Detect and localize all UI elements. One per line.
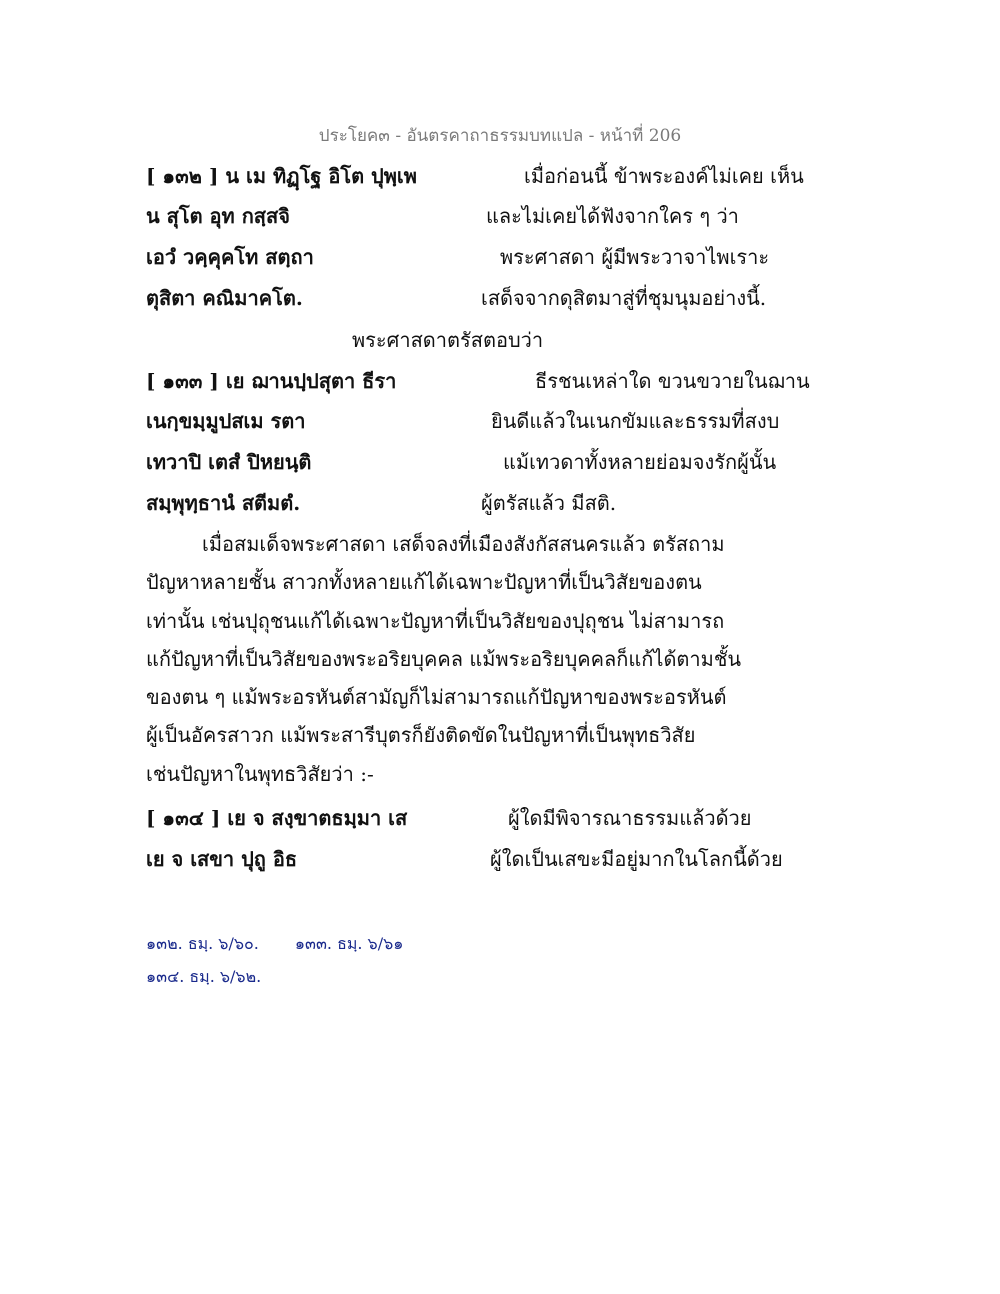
thai-translation: ผู้ใดเป็นเสขะมีอยู่มากในโลกนี้ด้วย	[490, 847, 783, 871]
prose-line: ของตน ๆ แม้พระอรหันต์สามัญก็ไม่สามารถแก้ปัญหาของพระอรหันต์	[146, 685, 727, 710]
footnotes	[146, 927, 403, 993]
pali-text: [ ๑๓๒ ] น เม ทิฏฺโฐ อิโต ปุพฺเพ	[146, 164, 417, 188]
prose-line: เช่นปัญหาในพุทธวิสัยว่า :-	[146, 761, 374, 786]
footnote-134: ๑๓๔. ธมฺ. ๖/๖๒.	[146, 967, 262, 986]
thai-translation: พระศาสดา ผู้มีพระวาจาไพเราะ	[500, 245, 770, 269]
thai-translation: ผู้ตรัสแล้ว มีสติ.	[481, 491, 617, 515]
verse-line	[0, 282, 1000, 322]
pali-text: สมฺพุทฺธานํ สตีมตํ.	[146, 491, 301, 515]
footnote-row	[146, 960, 403, 993]
thai-translation: ผู้ใดมีพิจารณาธรรมแล้วด้วย	[508, 806, 752, 830]
verse-line	[0, 802, 1000, 842]
verse-line	[0, 446, 1000, 486]
prose-line: เมื่อสมเด็จพระศาสดา เสด็จลงที่เมืองสังกัสสนครแล้ว ตรัสถาม	[202, 532, 725, 556]
thai-translation: แม้เทวดาทั้งหลายย่อมจงรักผู้นั้น	[503, 450, 777, 474]
thai-translation: และไม่เคยได้ฟังจากใคร ๆ ว่า	[486, 204, 739, 228]
verse-line	[0, 405, 1000, 445]
pali-text: เย จ เสขา ปุถู อิธ	[146, 847, 298, 871]
prose-paragraph	[146, 525, 866, 793]
prose-line: ปัญหาหลายชั้น สาวกทั้งหลายแก้ได้เฉพาะปัญหาที่เป็นวิสัยของตน	[146, 570, 702, 595]
verse-line	[0, 843, 1000, 883]
pali-text: ตุสิตา คณิมาคโต.	[146, 286, 303, 310]
pali-text: เทวาปิ เตสํ ปิหยนฺติ	[146, 450, 312, 474]
verse-line	[0, 241, 1000, 281]
pali-text: เนกฺขมฺมูปสเม รตา	[146, 409, 306, 433]
footnote-row	[146, 927, 403, 960]
pali-text: [ ๑๓๔ ] เย จ สงฺขาตธมฺมา เส	[146, 806, 408, 830]
thai-translation: เสด็จจากดุสิตมาสู่ที่ชุมนุมอย่างนี้.	[481, 286, 767, 310]
prose-line: แก้ปัญหาที่เป็นวิสัยของพระอริยบุคคล แม้พระอริยบุคคลก็แก้ได้ตามชั้น	[146, 646, 742, 671]
footnote-133: ๑๓๓. ธมฺ. ๖/๖๑	[294, 934, 404, 953]
pali-text: เอวํ วคฺคุคโท สตฺถา	[146, 245, 314, 269]
verse-line	[0, 365, 1000, 405]
thai-translation: ธีรชนเหล่าใด ขวนขวายในฌาน	[535, 369, 810, 393]
intro-line: พระศาสดาตรัสตอบว่า	[352, 328, 544, 352]
verse-line	[0, 200, 1000, 240]
verse-line	[0, 160, 1000, 200]
verse-line	[0, 487, 1000, 527]
page-header: ประโยค๓ - อันตรคาถาธรรมบทแปล - หน้าที่ 206	[318, 126, 682, 146]
thai-translation: เมื่อก่อนนี้ ข้าพระองค์ไม่เคย เห็น	[524, 164, 804, 188]
pali-text: [ ๑๓๓ ] เย ฌานปฺปสุตา ธีรา	[146, 369, 397, 393]
thai-translation: ยินดีแล้วในเนกขัมและธรรมที่สงบ	[491, 409, 780, 433]
footnote-132: ๑๓๒. ธมฺ. ๖/๖๐.	[146, 934, 259, 953]
pali-text: น สุโต อุท กสฺสจิ	[146, 204, 290, 228]
prose-line: เท่านั้น เช่นปุถุชนแก้ได้เฉพาะปัญหาที่เป็นวิสัยของปุถุชน ไม่สามารถ	[146, 608, 725, 633]
prose-line: ผู้เป็นอัครสาวก แม้พระสารีบุตรก็ยังติดขัดในปัญหาที่เป็นพุทธวิสัย	[146, 723, 696, 748]
